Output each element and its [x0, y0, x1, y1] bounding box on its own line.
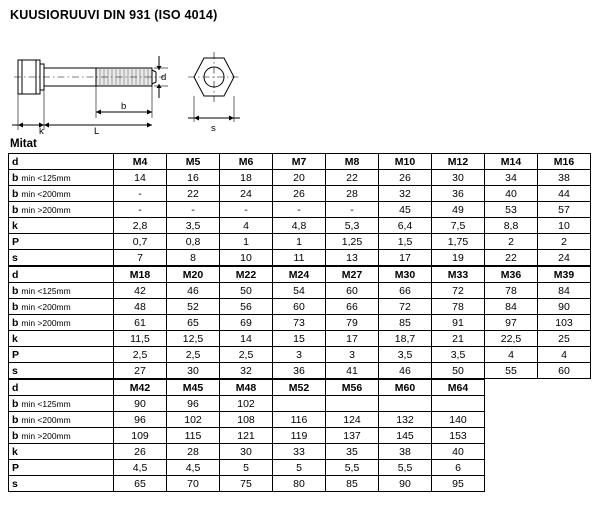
- cell: [379, 396, 432, 412]
- cell: 65: [114, 476, 167, 492]
- dimensions-table-3: [8, 379, 485, 492]
- cell: 18: [220, 170, 273, 186]
- cell: 12,5: [167, 331, 220, 347]
- table-row: [9, 283, 591, 299]
- row-label-b-200: [9, 186, 114, 202]
- row-label-text: b: [12, 203, 19, 216]
- row-label-p: P: [9, 347, 114, 363]
- cell: 75: [220, 476, 273, 492]
- cell: 121: [220, 428, 273, 444]
- cell: 84: [485, 299, 538, 315]
- cell: 25: [538, 331, 591, 347]
- table-header-row: [9, 380, 485, 396]
- row-label-d: d: [9, 380, 114, 396]
- cell: 3,5: [167, 218, 220, 234]
- cell: 55: [485, 363, 538, 379]
- cell: 4,5: [167, 460, 220, 476]
- cell: 15: [273, 331, 326, 347]
- cell: 34: [485, 170, 538, 186]
- cell: 10: [220, 250, 273, 266]
- row-label-note: min <200mm: [21, 414, 71, 425]
- cell: 4: [485, 347, 538, 363]
- dimensions-table-2: [8, 266, 591, 379]
- cell: 2,8: [114, 218, 167, 234]
- table-row: [9, 186, 591, 202]
- cell: [273, 396, 326, 412]
- row-label-note: min >200mm: [21, 317, 71, 328]
- cell: 60: [538, 363, 591, 379]
- cell: 20: [273, 170, 326, 186]
- table-row: [9, 396, 485, 412]
- cell: 21: [432, 331, 485, 347]
- cell: 84: [538, 283, 591, 299]
- cell: 1,25: [326, 234, 379, 250]
- cell: 22: [485, 250, 538, 266]
- cell: 33: [273, 444, 326, 460]
- cell: 52: [167, 299, 220, 315]
- cell: 137: [326, 428, 379, 444]
- cell: 95: [432, 476, 485, 492]
- cell: 2,5: [167, 347, 220, 363]
- row-label-s: s: [9, 363, 114, 379]
- table-row: [9, 428, 485, 444]
- cell: 1: [273, 234, 326, 250]
- table-header-row: [9, 267, 591, 283]
- cell: 30: [167, 363, 220, 379]
- cell: 80: [273, 476, 326, 492]
- row-label-text: b: [12, 187, 19, 200]
- cell: 108: [220, 412, 273, 428]
- cell: 30: [220, 444, 273, 460]
- col-head: M10: [379, 154, 432, 170]
- cell: 60: [273, 299, 326, 315]
- cell: 17: [379, 250, 432, 266]
- row-label-b-125: [9, 396, 114, 412]
- drawing-label-L: L: [94, 126, 100, 136]
- cell: 50: [432, 363, 485, 379]
- cell: 153: [432, 428, 485, 444]
- section-label: Mitat: [10, 138, 37, 150]
- cell: -: [114, 202, 167, 218]
- row-label-note: min >200mm: [21, 204, 71, 215]
- cell: 72: [432, 283, 485, 299]
- cell: 91: [432, 315, 485, 331]
- table-row: [9, 363, 591, 379]
- row-label-p: P: [9, 460, 114, 476]
- row-label-text: b: [12, 171, 19, 184]
- col-head: M14: [485, 154, 538, 170]
- cell: 6: [432, 460, 485, 476]
- cell: 102: [167, 412, 220, 428]
- cell: 44: [538, 186, 591, 202]
- cell: 102: [220, 396, 273, 412]
- table-row: [9, 202, 591, 218]
- cell: 145: [379, 428, 432, 444]
- cell: 69: [220, 315, 273, 331]
- cell: 35: [326, 444, 379, 460]
- cell: 13: [326, 250, 379, 266]
- cell: 124: [326, 412, 379, 428]
- cell: 4: [538, 347, 591, 363]
- cell: 7,5: [432, 218, 485, 234]
- cell: 116: [273, 412, 326, 428]
- cell: 2,5: [114, 347, 167, 363]
- row-label-s: s: [9, 476, 114, 492]
- table-row: [9, 460, 485, 476]
- row-label-text: b: [12, 413, 19, 426]
- cell: 24: [538, 250, 591, 266]
- cell: 42: [114, 283, 167, 299]
- cell: 90: [379, 476, 432, 492]
- col-head: M20: [167, 267, 220, 283]
- row-label-b-125: [9, 170, 114, 186]
- row-label-b-200-plus: [9, 428, 114, 444]
- row-label-k: k: [9, 331, 114, 347]
- dimensions-table-1: [8, 153, 591, 266]
- cell: 5,3: [326, 218, 379, 234]
- cell: 3,5: [379, 347, 432, 363]
- cell: 41: [326, 363, 379, 379]
- cell: 46: [167, 283, 220, 299]
- row-label-b-200-plus: [9, 315, 114, 331]
- row-label-note: min >200mm: [21, 430, 71, 441]
- cell: [432, 396, 485, 412]
- cell: 27: [114, 363, 167, 379]
- row-label-d: d: [9, 267, 114, 283]
- cell: 28: [326, 186, 379, 202]
- cell: 53: [485, 202, 538, 218]
- cell: 0,8: [167, 234, 220, 250]
- table-row: [9, 234, 591, 250]
- col-head: M45: [167, 380, 220, 396]
- cell: 8,8: [485, 218, 538, 234]
- cell: 109: [114, 428, 167, 444]
- cell: 78: [432, 299, 485, 315]
- table-row: [9, 347, 591, 363]
- row-label-b-200: [9, 299, 114, 315]
- cell: 28: [167, 444, 220, 460]
- cell: 4: [220, 218, 273, 234]
- row-label-b-125: [9, 283, 114, 299]
- cell: 54: [273, 283, 326, 299]
- row-label-note: min <125mm: [21, 398, 71, 409]
- row-label-k: k: [9, 218, 114, 234]
- cell: 22: [326, 170, 379, 186]
- cell: 57: [538, 202, 591, 218]
- drawing-label-s: s: [211, 123, 216, 134]
- cell: -: [273, 202, 326, 218]
- cell: 96: [114, 412, 167, 428]
- cell: 14: [114, 170, 167, 186]
- col-head: M64: [432, 380, 485, 396]
- cell: 60: [326, 283, 379, 299]
- cell: 3: [273, 347, 326, 363]
- cell: 32: [220, 363, 273, 379]
- cell: 3: [326, 347, 379, 363]
- cell: 10: [538, 218, 591, 234]
- col-head: M24: [273, 267, 326, 283]
- cell: 4,5: [114, 460, 167, 476]
- cell: 11: [273, 250, 326, 266]
- row-label-p: P: [9, 234, 114, 250]
- cell: 7: [114, 250, 167, 266]
- row-label-text: b: [12, 284, 19, 297]
- cell: 90: [114, 396, 167, 412]
- cell: 5,5: [379, 460, 432, 476]
- cell: 65: [167, 315, 220, 331]
- cell: 14: [220, 331, 273, 347]
- cell: 115: [167, 428, 220, 444]
- cell: 24: [220, 186, 273, 202]
- col-head: M27: [326, 267, 379, 283]
- cell: 46: [379, 363, 432, 379]
- col-head: M12: [432, 154, 485, 170]
- table-row: [9, 299, 591, 315]
- cell: 140: [432, 412, 485, 428]
- page-title: KUUSIORUUVI DIN 931 (ISO 4014): [10, 8, 218, 22]
- cell: 40: [432, 444, 485, 460]
- cell: 26: [114, 444, 167, 460]
- col-head: M8: [326, 154, 379, 170]
- cell: 66: [326, 299, 379, 315]
- col-head: M39: [538, 267, 591, 283]
- row-label-d: d: [9, 154, 114, 170]
- cell: 0,7: [114, 234, 167, 250]
- col-head: M33: [432, 267, 485, 283]
- cell: -: [326, 202, 379, 218]
- cell: 1,5: [379, 234, 432, 250]
- cell: -: [114, 186, 167, 202]
- row-label-b-200: [9, 412, 114, 428]
- cell: 2: [538, 234, 591, 250]
- table-row: [9, 331, 591, 347]
- cell: 4,8: [273, 218, 326, 234]
- col-head: M36: [485, 267, 538, 283]
- cell: 97: [485, 315, 538, 331]
- cell: 5,5: [326, 460, 379, 476]
- cell: 73: [273, 315, 326, 331]
- cell: 2: [485, 234, 538, 250]
- table-row: [9, 315, 591, 331]
- col-head: M16: [538, 154, 591, 170]
- col-head: M6: [220, 154, 273, 170]
- row-label-text: b: [12, 316, 19, 329]
- cell: 11,5: [114, 331, 167, 347]
- cell: 30: [432, 170, 485, 186]
- cell: 26: [379, 170, 432, 186]
- row-label-b-200-plus: [9, 202, 114, 218]
- cell: 3,5: [432, 347, 485, 363]
- cell: -: [167, 202, 220, 218]
- cell: 22: [167, 186, 220, 202]
- cell: 5: [220, 460, 273, 476]
- cell: 36: [432, 186, 485, 202]
- cell: 22,5: [485, 331, 538, 347]
- cell: -: [220, 202, 273, 218]
- row-label-text: b: [12, 300, 19, 313]
- cell: 119: [273, 428, 326, 444]
- col-head: M18: [114, 267, 167, 283]
- cell: 36: [273, 363, 326, 379]
- cell: 90: [538, 299, 591, 315]
- col-head: M52: [273, 380, 326, 396]
- cell: 85: [379, 315, 432, 331]
- cell: 38: [538, 170, 591, 186]
- cell: 19: [432, 250, 485, 266]
- cell: 79: [326, 315, 379, 331]
- cell: 56: [220, 299, 273, 315]
- table-row: [9, 218, 591, 234]
- col-head: M30: [379, 267, 432, 283]
- cell: 48: [114, 299, 167, 315]
- cell: 61: [114, 315, 167, 331]
- row-label-note: min <125mm: [21, 172, 71, 183]
- row-label-note: min <200mm: [21, 301, 71, 312]
- row-label-s: s: [9, 250, 114, 266]
- cell: 32: [379, 186, 432, 202]
- cell: 1,75: [432, 234, 485, 250]
- cell: 17: [326, 331, 379, 347]
- cell: 6,4: [379, 218, 432, 234]
- cell: 45: [379, 202, 432, 218]
- table-row: [9, 170, 591, 186]
- cell: [326, 396, 379, 412]
- cell: 2,5: [220, 347, 273, 363]
- cell: 18,7: [379, 331, 432, 347]
- cell: 8: [167, 250, 220, 266]
- table-row: [9, 444, 485, 460]
- cell: 85: [326, 476, 379, 492]
- cell: 1: [220, 234, 273, 250]
- cell: 50: [220, 283, 273, 299]
- col-head: M60: [379, 380, 432, 396]
- col-head: M4: [114, 154, 167, 170]
- col-head: M42: [114, 380, 167, 396]
- table-row: [9, 412, 485, 428]
- table-header-row: [9, 154, 591, 170]
- row-label-note: min <125mm: [21, 285, 71, 296]
- row-label-note: min <200mm: [21, 188, 71, 199]
- cell: 132: [379, 412, 432, 428]
- col-head: M48: [220, 380, 273, 396]
- cell: 72: [379, 299, 432, 315]
- col-head: M7: [273, 154, 326, 170]
- drawing-label-k: k: [39, 126, 44, 136]
- cell: 70: [167, 476, 220, 492]
- drawing-label-b: b: [121, 101, 127, 112]
- row-label-text: b: [12, 429, 19, 442]
- cell: 38: [379, 444, 432, 460]
- cell: 49: [432, 202, 485, 218]
- col-head: M22: [220, 267, 273, 283]
- cell: 103: [538, 315, 591, 331]
- cell: 78: [485, 283, 538, 299]
- cell: 66: [379, 283, 432, 299]
- row-label-k: k: [9, 444, 114, 460]
- cell: 5: [273, 460, 326, 476]
- cell: 96: [167, 396, 220, 412]
- row-label-text: b: [12, 397, 19, 410]
- col-head: M5: [167, 154, 220, 170]
- bolt-drawing-svg: [8, 26, 592, 136]
- technical-drawing: [8, 26, 592, 136]
- table-row: [9, 250, 591, 266]
- cell: 40: [485, 186, 538, 202]
- cell: 26: [273, 186, 326, 202]
- col-head: M56: [326, 380, 379, 396]
- table-row: [9, 476, 485, 492]
- drawing-label-d: d: [161, 72, 167, 83]
- cell: 16: [167, 170, 220, 186]
